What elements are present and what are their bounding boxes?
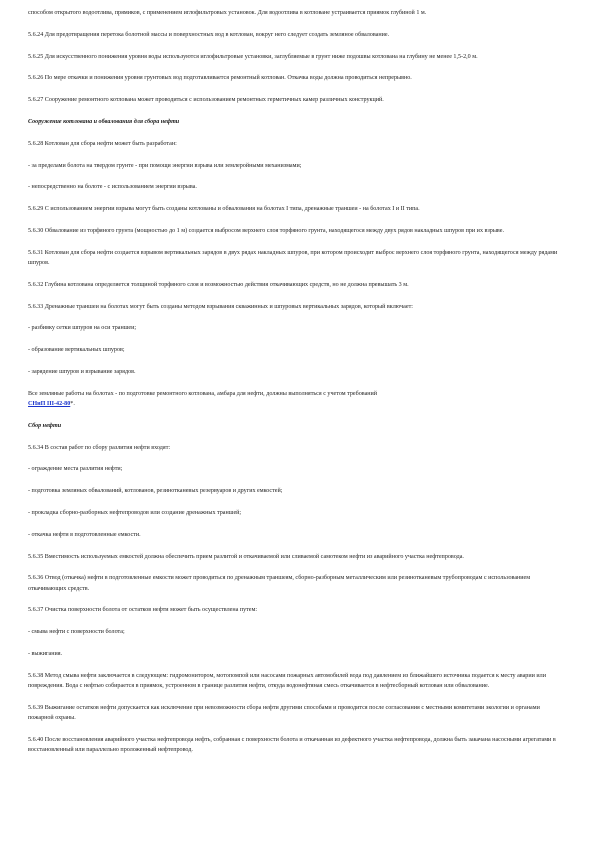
paragraph-with-link [28, 389, 563, 409]
paragraph: 5.6.35 Вместимость используемых емкостей должна обеспечить прием разлитой и откачиваемой или сливаемой самотеком нефти из аварийного участка нефтепровода. [28, 553, 464, 560]
paragraph: - непосредственно на болоте - с использованием энергии взрыва. [28, 184, 197, 191]
paragraph: 5.6.40 После восстановления аварийного участка нефтепровода нефть, собранная с поверхности болота и откачанная из дефектного участка нефтепровода, должна быть закачана насосными агрегатами в восстановленный или параллельно проложенный нефтепровод. [28, 736, 556, 753]
document-page [28, 8, 563, 767]
paragraph: 5.6.29 С использованием энергии взрыва могут быть созданы котлованы и обвалования на болотах I типа, дренажные траншеи - на болотах I и II типа. [28, 206, 420, 213]
paragraph: - откачка нефти в подготовленные емкости. [28, 531, 141, 538]
paragraph: 5.6.36 Отвод (откачка) нефти в подготовленные емкости может проводиться по дренажным траншеям, сборно-разборным металлическим или резинотканевым трубопроводам с использованием откачивающих средств. [28, 575, 531, 592]
paragraph: 5.6.26 По мере откачки и понижения уровня грунтовых вод подготавливается ремонтный котлован. Откачка воды должна проводиться непрерывно. [28, 75, 412, 82]
paragraph: - за пределами болота на твердом грунте - при помощи энергии взрыва или землеройными механизмами; [28, 162, 302, 169]
paragraph: 5.6.25 Для искусственного понижения уровня воды используются иглофильтровые установки, заглубляемые в грунт ниже подошвы котлована на глубину не менее 1,5-2,0 м. [28, 53, 478, 60]
paragraph-text: Все земляные работы на болотах - по подготовке ремонтного котлована, амбара для нефти, должны выполняться с учетом требований [28, 390, 378, 397]
paragraph: 5.6.31 Котлован для сбора нефти создается взрывом вертикальных зарядов в двух рядах накладных шпуров, при котором происходит выброс верхнего слоя торфяного грунта, находящегося между рядами шпуров. [28, 249, 558, 266]
paragraph: 5.6.27 Сооружение ремонтного котлована может проводиться с использованием ремонтных герметичных камер различных конструкций. [28, 97, 384, 104]
paragraph: 5.6.33 Дренажные траншеи на болотах могут быть созданы методом взрывания скважинных и шпуровых вертикальных зарядов, который включает: [28, 303, 413, 310]
paragraph: 5.6.30 Обвалование из торфяного грунта (мощностью до 1 м) создается выбросом верхнего слоя торфяного грунта, находящегося между двух рядов накладных шпуров при их взрыве. [28, 227, 505, 234]
paragraph: способом открытого водоотлива, прямиков, с применением иглофильтровых установок. Для водоотлива в котловане устраивается приямок глубиной 1 м. [28, 10, 427, 16]
regulation-link[interactable]: СНиП III-42-80 [28, 400, 71, 407]
section-heading: Сооружение котлована и обвалования для сбора нефти [28, 118, 180, 125]
paragraph: - разбивку сетки шпуров на оси траншеи; [28, 325, 137, 332]
paragraph: 5.6.34 В состав работ по сбору разлития нефти входят: [28, 444, 171, 451]
paragraph: - выжигания. [28, 650, 63, 657]
link-suffix: *. [70, 400, 75, 407]
paragraph: - ограждение места разлития нефти; [28, 466, 123, 473]
paragraph: - зарядение шпуров и взрывание зарядов. [28, 368, 136, 375]
paragraph: - образование вертикальных шпуров; [28, 347, 125, 354]
paragraph: - прокладка сборно-разборных нефтепроводов или создание дренажных траншей; [28, 509, 242, 516]
paragraph: 5.6.32 Глубина котлована определяется толщиной торфяного слоя и возможностью действия откачивающих средств, но не должна превышать 3 м. [28, 281, 409, 288]
paragraph: 5.6.28 Котлован для сбора нефти может быть разработан: [28, 140, 177, 147]
paragraph: - смыва нефти с поверхности болота; [28, 629, 125, 636]
paragraph: 5.6.24 Для предотвращения перетока болотной массы и поверхностных вод в котлован, вокруг него следует создать земляное обвалование. [28, 31, 390, 38]
paragraph: 5.6.38 Метод смыва нефти заключается в следующем: гидромонитором, мотопомпой или насосами пожарных автомобилей вода под давлением из ближайшего источника подается к месту аварии или повреждения. Вода с нефтью собирается в приямок, устроенном в границе разлития нефти, откуда водонефтяная смесь откачивается в нефтесборный котлован или обвалование. [28, 672, 546, 689]
section-heading: Сбор нефти [28, 422, 62, 429]
paragraph: 5.6.39 Выжигание остатков нефти допускается как исключение при невозможности сбора нефти другими способами и проводится после согласования с местными комитетами экологии и органами пожарной охраны. [28, 704, 540, 721]
paragraph: 5.6.37 Очистка поверхности болота от остатков нефти может быть осуществлена путем: [28, 607, 258, 614]
paragraph: - подготовка земляных обвалований, котлованов, резинотканевых резервуаров и других емкостей; [28, 488, 283, 495]
